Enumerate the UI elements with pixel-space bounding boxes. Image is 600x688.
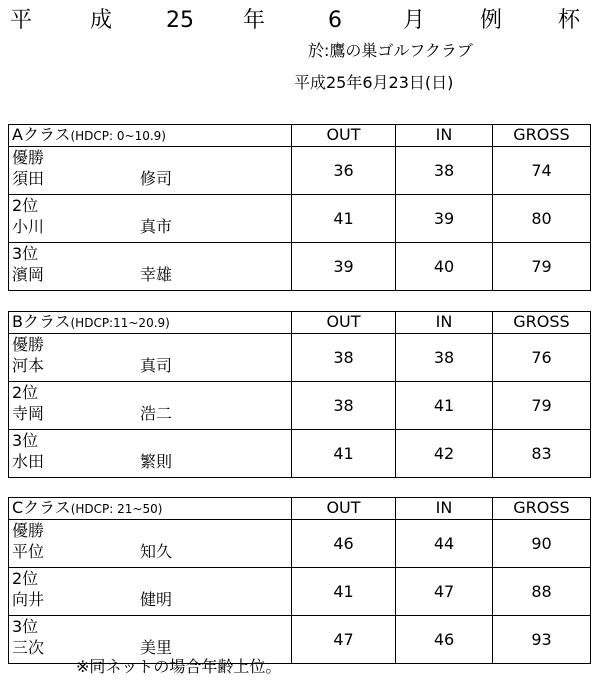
gross-score: 83 — [493, 430, 591, 478]
class-b-table — [8, 311, 591, 478]
footnote: ※同ネットの場合年齢上位。 — [76, 657, 282, 676]
class-name: Aクラス — [12, 125, 71, 144]
place-label: 優勝 — [12, 335, 45, 354]
col-out: OUT — [292, 312, 396, 334]
hdcp-range: (HDCP: 0~10.9) — [70, 129, 166, 143]
place-label: 2位 — [12, 383, 39, 402]
out-score: 36 — [292, 147, 396, 195]
player-cell — [9, 243, 292, 291]
venue: 於:鷹の巣ゴルフクラブ — [308, 41, 473, 60]
table-header-row — [9, 125, 591, 147]
in-score: 38 — [396, 334, 493, 382]
player-cell — [9, 568, 292, 616]
given-name: 知久 — [140, 542, 173, 561]
given-name: 繁則 — [140, 452, 173, 471]
player-cell — [9, 382, 292, 430]
gross-score: 79 — [493, 382, 591, 430]
gross-score: 93 — [493, 616, 591, 664]
in-score: 40 — [396, 243, 493, 291]
col-gross: GROSS — [493, 498, 591, 520]
family-name: 平位 — [12, 542, 45, 561]
family-name: 寺岡 — [12, 404, 45, 423]
given-name: 修司 — [140, 169, 173, 188]
in-score: 39 — [396, 195, 493, 243]
class-label — [9, 125, 292, 147]
class-label — [9, 312, 292, 334]
col-in: IN — [396, 125, 493, 147]
given-name: 健明 — [140, 590, 173, 609]
hdcp-range: (HDCP:11~20.9) — [70, 316, 170, 330]
in-score: 47 — [396, 568, 493, 616]
player-cell — [9, 195, 292, 243]
class-name: Cクラス — [12, 498, 71, 517]
in-score: 38 — [396, 147, 493, 195]
out-score: 41 — [292, 568, 396, 616]
given-name: 幸雄 — [140, 265, 173, 284]
col-gross: GROSS — [493, 125, 591, 147]
table-row — [9, 334, 591, 382]
place-label: 優勝 — [12, 521, 45, 540]
out-score: 39 — [292, 243, 396, 291]
given-name: 真司 — [140, 356, 173, 375]
out-score: 38 — [292, 334, 396, 382]
place-label: 3位 — [12, 431, 39, 450]
title-char: 年 — [243, 8, 266, 33]
gross-score: 88 — [493, 568, 591, 616]
gross-score: 74 — [493, 147, 591, 195]
table-row — [9, 243, 591, 291]
title-char: 平 — [10, 8, 33, 33]
title-char: 25 — [166, 8, 194, 33]
title-char: 月 — [403, 8, 426, 33]
hdcp-range: (HDCP: 21~50) — [70, 502, 163, 516]
out-score: 38 — [292, 382, 396, 430]
family-name: 河本 — [12, 356, 45, 375]
table-row — [9, 195, 591, 243]
table-row — [9, 382, 591, 430]
col-out: OUT — [292, 498, 396, 520]
col-out: OUT — [292, 125, 396, 147]
in-score: 46 — [396, 616, 493, 664]
family-name: 須田 — [12, 169, 45, 188]
table-row — [9, 430, 591, 478]
table-row — [9, 147, 591, 195]
table-header-row — [9, 498, 591, 520]
given-name: 浩二 — [140, 404, 173, 423]
place-label: 2位 — [12, 569, 39, 588]
family-name: 小川 — [12, 217, 45, 236]
gross-score: 90 — [493, 520, 591, 568]
col-in: IN — [396, 312, 493, 334]
in-score: 42 — [396, 430, 493, 478]
in-score: 44 — [396, 520, 493, 568]
family-name: 水田 — [12, 452, 45, 471]
event-date: 平成25年6月23日(日) — [294, 73, 454, 92]
title-char: 成 — [90, 8, 113, 33]
family-name: 向井 — [12, 590, 45, 609]
title-char: 6 — [328, 8, 342, 33]
table-row — [9, 520, 591, 568]
player-cell — [9, 520, 292, 568]
table-header-row — [9, 312, 591, 334]
class-c-table — [8, 497, 591, 664]
class-label — [9, 498, 292, 520]
player-cell — [9, 334, 292, 382]
class-a-table — [8, 124, 591, 291]
place-label: 優勝 — [12, 148, 45, 167]
place-label: 3位 — [12, 244, 39, 263]
gross-score: 80 — [493, 195, 591, 243]
table-row — [9, 568, 591, 616]
given-name: 真市 — [140, 217, 173, 236]
title-char: 杯 — [558, 8, 581, 33]
out-score: 46 — [292, 520, 396, 568]
out-score: 41 — [292, 430, 396, 478]
title-char: 例 — [480, 8, 503, 33]
player-cell — [9, 147, 292, 195]
gross-score: 76 — [493, 334, 591, 382]
place-label: 2位 — [12, 196, 39, 215]
class-name: Bクラス — [12, 312, 71, 331]
out-score: 41 — [292, 195, 396, 243]
given-name: 美里 — [140, 638, 173, 657]
gross-score: 79 — [493, 243, 591, 291]
document-title — [0, 6, 600, 36]
player-cell — [9, 430, 292, 478]
family-name: 三次 — [12, 638, 45, 657]
col-gross: GROSS — [493, 312, 591, 334]
in-score: 41 — [396, 382, 493, 430]
family-name: 濱岡 — [12, 265, 45, 284]
out-score: 47 — [292, 616, 396, 664]
col-in: IN — [396, 498, 493, 520]
place-label: 3位 — [12, 617, 39, 636]
